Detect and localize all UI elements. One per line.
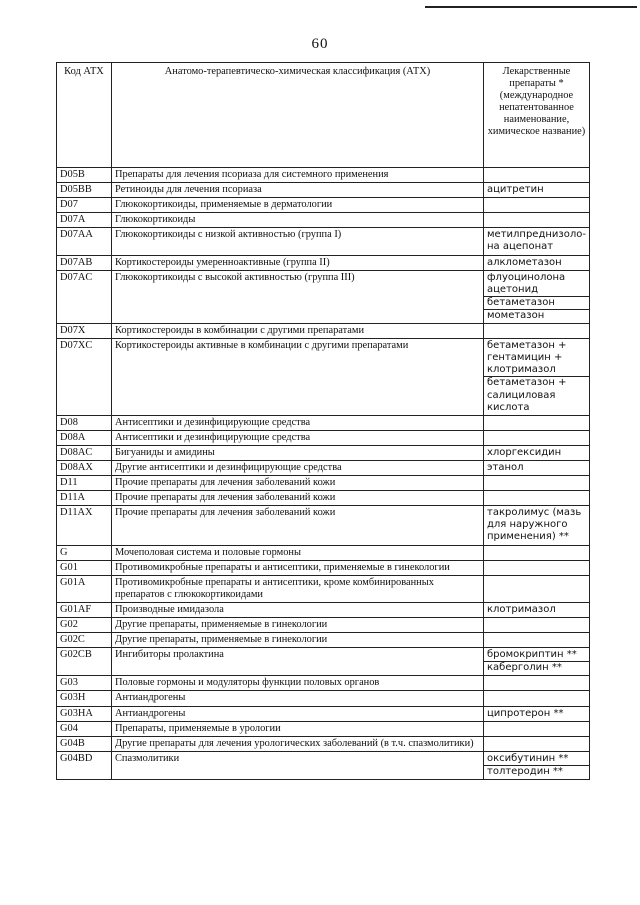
drug-name: толтеродин ** xyxy=(484,765,589,778)
table-row xyxy=(57,602,590,617)
table-row xyxy=(57,633,590,648)
table-row xyxy=(57,430,590,445)
classification-cell: Спазмолитики xyxy=(112,751,484,779)
atc-code-cell: D11 xyxy=(57,476,112,491)
drugs-cell xyxy=(484,445,590,460)
atc-code-cell: D08A xyxy=(57,430,112,445)
drugs-cell xyxy=(484,460,590,475)
drug-name: бетаметазон + гентамицин + клотримазол xyxy=(487,340,567,376)
table-row xyxy=(57,706,590,721)
classification-cell: Противомикробные препараты и антисептики, кроме комбинированных препаратов с глюкокортикоидами xyxy=(112,575,484,602)
drugs-cell xyxy=(484,339,590,416)
classification-cell: Другие препараты, применяемые в гинекологии xyxy=(112,618,484,633)
classification-cell: Другие антисептики и дезинфицирующие средства xyxy=(112,460,484,475)
table-row xyxy=(57,545,590,560)
classification-cell: Бигуаниды и амидины xyxy=(112,445,484,460)
atc-code-cell: D07AA xyxy=(57,228,112,255)
drug-name: бромокриптин ** xyxy=(487,649,577,661)
drug-name: мометазон xyxy=(484,309,589,322)
table-row xyxy=(57,445,590,460)
drugs-cell xyxy=(484,545,590,560)
drug-name: бетаметазон + салициловая кислота xyxy=(484,376,589,413)
table-row xyxy=(57,506,590,545)
drugs-cell xyxy=(484,575,590,602)
classification-cell: Глюкокортикоиды с высокой активностью (группа III) xyxy=(112,270,484,323)
drugs-cell xyxy=(484,491,590,506)
classification-cell: Антиандрогены xyxy=(112,691,484,706)
table-row xyxy=(57,751,590,779)
classification-cell: Ингибиторы пролактина xyxy=(112,648,484,676)
classification-cell: Прочие препараты для лечения заболеваний кожи xyxy=(112,491,484,506)
classification-cell: Кортикостероиды активные в комбинации с другими препаратами xyxy=(112,339,484,416)
header-code: Код АТХ xyxy=(57,63,112,168)
classification-cell: Антисептики и дезинфицирующие средства xyxy=(112,415,484,430)
drugs-cell xyxy=(484,324,590,339)
drug-name: такролимус (мазь для наружного применения) ** xyxy=(487,507,582,543)
atc-code-cell: D07XC xyxy=(57,339,112,416)
table-row xyxy=(57,213,590,228)
classification-cell: Противомикробные препараты и антисептики, применяемые в гинекологии xyxy=(112,560,484,575)
classification-cell: Антиандрогены xyxy=(112,706,484,721)
atc-code-cell: G01AF xyxy=(57,602,112,617)
atc-code-cell: D07AB xyxy=(57,255,112,270)
classification-cell: Производные имидазола xyxy=(112,602,484,617)
table-row xyxy=(57,676,590,691)
classification-cell: Прочие препараты для лечения заболеваний кожи xyxy=(112,476,484,491)
atc-table xyxy=(56,62,590,780)
atc-code-cell: D11AX xyxy=(57,506,112,545)
atc-code-cell: D07X xyxy=(57,324,112,339)
atc-code-cell: D05B xyxy=(57,168,112,183)
drug-name: клотримазол xyxy=(487,603,556,615)
table-row xyxy=(57,168,590,183)
atc-code-cell: G04BD xyxy=(57,751,112,779)
drug-name: флуоцинолона ацетонид xyxy=(487,271,566,295)
table-row xyxy=(57,560,590,575)
table-row xyxy=(57,721,590,736)
atc-code-cell: G02 xyxy=(57,618,112,633)
drugs-cell xyxy=(484,560,590,575)
table-row xyxy=(57,255,590,270)
table-row xyxy=(57,270,590,323)
classification-cell: Глюкокортикоиды, применяемые в дерматологии xyxy=(112,198,484,213)
drugs-cell xyxy=(484,213,590,228)
classification-cell: Препараты для лечения псориаза для системного применения xyxy=(112,168,484,183)
drugs-cell xyxy=(484,706,590,721)
atc-code-cell: D07A xyxy=(57,213,112,228)
table-row xyxy=(57,476,590,491)
header-drugs: Лекарственные препараты * (международное непатентованное наименование, химическое название) xyxy=(484,63,590,168)
table-row xyxy=(57,648,590,676)
drugs-cell xyxy=(484,736,590,751)
table-row xyxy=(57,339,590,416)
table-row xyxy=(57,736,590,751)
drugs-cell xyxy=(484,270,590,323)
drugs-cell xyxy=(484,676,590,691)
atc-code-cell: D05BB xyxy=(57,183,112,198)
drug-name: хлоргексидин xyxy=(487,446,562,458)
atc-code-cell: G xyxy=(57,545,112,560)
classification-cell: Другие препараты, применяемые в гинекологии xyxy=(112,633,484,648)
top-rule xyxy=(425,6,637,8)
drugs-cell xyxy=(484,506,590,545)
classification-cell: Кортикостероиды в комбинации с другими препаратами xyxy=(112,324,484,339)
atc-code-cell: D08AC xyxy=(57,445,112,460)
classification-cell: Глюкокортикоиды с низкой активностью (группа I) xyxy=(112,228,484,255)
classification-cell: Прочие препараты для лечения заболеваний кожи xyxy=(112,506,484,545)
table-row xyxy=(57,324,590,339)
drugs-cell xyxy=(484,183,590,198)
atc-code-cell: G03HA xyxy=(57,706,112,721)
table-row xyxy=(57,491,590,506)
drug-name: этанол xyxy=(487,461,524,473)
drugs-cell xyxy=(484,228,590,255)
drugs-cell xyxy=(484,648,590,676)
drug-name: бетаметазон xyxy=(484,296,589,309)
drugs-cell xyxy=(484,618,590,633)
atc-code-cell: G02CB xyxy=(57,648,112,676)
drugs-cell xyxy=(484,721,590,736)
drug-name: метилпреднизоло-на ацепонат xyxy=(487,229,586,253)
classification-cell: Другие препараты для лечения урологических заболеваний (в т.ч. спазмолитики) xyxy=(112,736,484,751)
drugs-cell xyxy=(484,415,590,430)
atc-code-cell: D07 xyxy=(57,198,112,213)
drugs-cell xyxy=(484,168,590,183)
table-row xyxy=(57,460,590,475)
table-row xyxy=(57,618,590,633)
header-classification: Анатомо-терапевтическо-химическая классификация (АТХ) xyxy=(112,63,484,168)
table-row xyxy=(57,691,590,706)
table-row xyxy=(57,183,590,198)
drugs-cell xyxy=(484,691,590,706)
atc-code-cell: D08AX xyxy=(57,460,112,475)
atc-code-cell: G02C xyxy=(57,633,112,648)
drugs-cell xyxy=(484,476,590,491)
table-row xyxy=(57,228,590,255)
drug-name: ацитретин xyxy=(487,184,544,196)
atc-table-body xyxy=(57,168,590,780)
page-number: 60 xyxy=(311,36,329,52)
drugs-cell xyxy=(484,633,590,648)
classification-cell: Глюкокортикоиды xyxy=(112,213,484,228)
classification-cell: Препараты, применяемые в урологии xyxy=(112,721,484,736)
classification-cell: Ретиноиды для лечения псориаза xyxy=(112,183,484,198)
classification-cell: Мочеполовая система и половые гормоны xyxy=(112,545,484,560)
drugs-cell xyxy=(484,198,590,213)
drugs-cell xyxy=(484,430,590,445)
classification-cell: Половые гормоны и модуляторы функции половых органов xyxy=(112,676,484,691)
atc-code-cell: G03 xyxy=(57,676,112,691)
atc-code-cell: D11A xyxy=(57,491,112,506)
table-row xyxy=(57,198,590,213)
drug-name: ципротерон ** xyxy=(487,707,564,719)
atc-code-cell: D07AC xyxy=(57,270,112,323)
atc-code-cell: G01 xyxy=(57,560,112,575)
drug-name: каберголин ** xyxy=(484,661,589,674)
drugs-cell xyxy=(484,751,590,779)
table-header-row xyxy=(57,63,590,168)
drug-name: алклометазон xyxy=(487,256,562,268)
atc-code-cell: G03H xyxy=(57,691,112,706)
table-row xyxy=(57,415,590,430)
atc-code-cell: G04 xyxy=(57,721,112,736)
drug-name: оксибутинин ** xyxy=(487,752,569,764)
atc-code-cell: D08 xyxy=(57,415,112,430)
atc-code-cell: G01A xyxy=(57,575,112,602)
classification-cell: Антисептики и дезинфицирующие средства xyxy=(112,430,484,445)
drugs-cell xyxy=(484,602,590,617)
atc-code-cell: G04B xyxy=(57,736,112,751)
table-row xyxy=(57,575,590,602)
classification-cell: Кортикостероиды умеренноактивные (группа II) xyxy=(112,255,484,270)
drugs-cell xyxy=(484,255,590,270)
